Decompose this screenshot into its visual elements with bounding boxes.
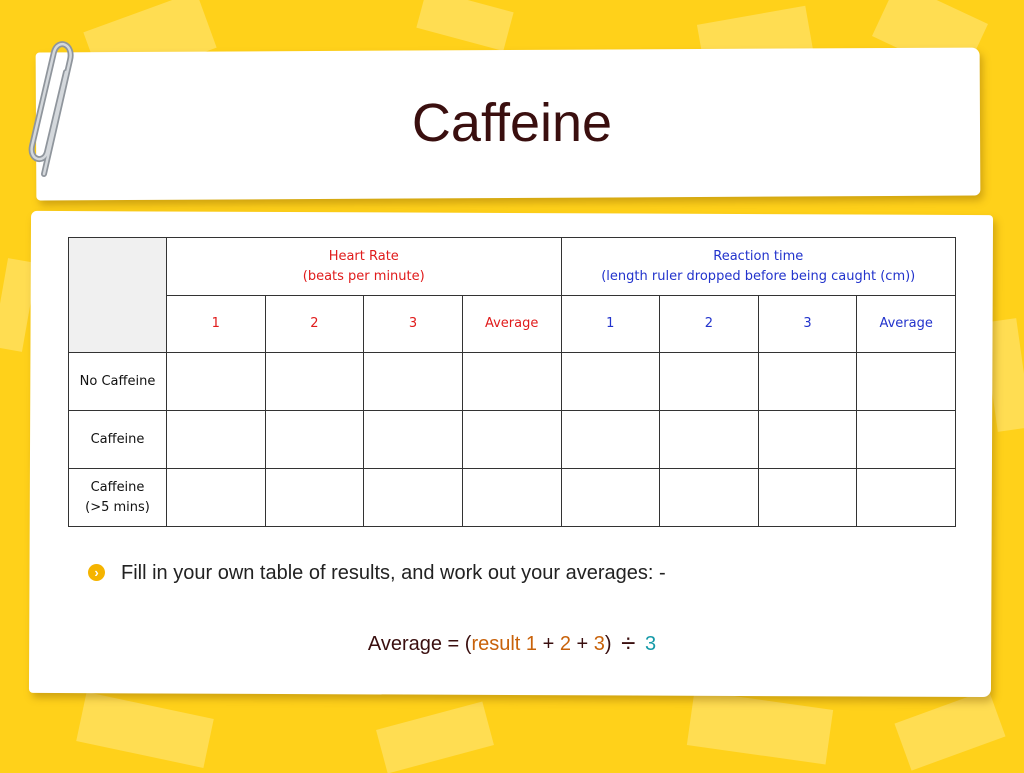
empty-cell[interactable]: [167, 353, 266, 411]
empty-cell[interactable]: [462, 469, 561, 527]
table-row: [69, 353, 956, 411]
empty-cell[interactable]: [660, 469, 759, 527]
formula-one: 1: [525, 633, 538, 655]
heart-rate-title: Heart Rate: [328, 248, 399, 264]
reaction-time-unit: (length ruler dropped before being caught (cm)): [601, 268, 916, 284]
empty-cell[interactable]: [265, 411, 364, 469]
bg-shape: [376, 702, 494, 773]
formula-three: 3: [593, 633, 605, 655]
formula-two: 2: [559, 633, 571, 655]
table-row: [69, 469, 956, 527]
formula-prefix: Average = (: [367, 633, 472, 655]
empty-cell[interactable]: [758, 469, 857, 527]
empty-cell[interactable]: [660, 411, 759, 469]
table-corner-cell: [69, 238, 167, 353]
empty-cell[interactable]: [857, 353, 956, 411]
empty-cell[interactable]: [364, 411, 463, 469]
instruction-text: Fill in your own table of results, and work out your averages: -: [121, 562, 666, 584]
trial-header: 1: [167, 296, 266, 353]
reaction-time-header: [561, 238, 956, 296]
empty-cell[interactable]: [758, 353, 857, 411]
average-header: Average: [857, 296, 956, 353]
empty-cell[interactable]: [462, 353, 561, 411]
empty-cell[interactable]: [265, 469, 364, 527]
empty-cell[interactable]: [265, 353, 364, 411]
heart-rate-unit: (beats per minute): [302, 268, 425, 284]
bg-shape: [894, 689, 1005, 770]
empty-cell[interactable]: [857, 411, 956, 469]
trial-header: 2: [265, 296, 364, 353]
empty-cell[interactable]: [561, 411, 660, 469]
bg-shape: [687, 691, 833, 765]
trial-header: 3: [364, 296, 463, 353]
bg-shape: [76, 692, 214, 768]
empty-cell[interactable]: [857, 469, 956, 527]
circle-arrow-bullet-icon: ›: [88, 564, 105, 581]
row-label: Caffeine: [69, 411, 167, 469]
empty-cell[interactable]: [364, 469, 463, 527]
empty-cell[interactable]: [462, 411, 561, 469]
formula-result-word: result: [471, 633, 521, 655]
average-formula: [0, 628, 1024, 659]
row-label: Caffeine (>5 mins): [69, 469, 167, 527]
heart-rate-header: [167, 238, 562, 296]
formula-divisor: 3: [645, 633, 657, 655]
trial-header: 3: [758, 296, 857, 353]
empty-cell[interactable]: [561, 353, 660, 411]
empty-cell[interactable]: [167, 469, 266, 527]
row-label: No Caffeine: [69, 353, 167, 411]
empty-cell[interactable]: [758, 411, 857, 469]
bg-shape: [416, 0, 513, 51]
formula-close: ): [604, 633, 612, 655]
empty-cell[interactable]: [364, 353, 463, 411]
table-row: [69, 411, 956, 469]
reaction-time-title: Reaction time: [713, 248, 804, 264]
empty-cell[interactable]: [561, 469, 660, 527]
trial-header: 1: [561, 296, 660, 353]
results-table: [68, 237, 956, 527]
average-header: Average: [462, 296, 561, 353]
empty-cell[interactable]: [167, 411, 266, 469]
formula-plus: +: [542, 633, 555, 655]
divide-icon: ÷: [621, 628, 636, 658]
slide-title: Caffeine: [411, 93, 613, 153]
empty-cell[interactable]: [660, 353, 759, 411]
formula-plus: +: [576, 633, 589, 655]
instruction-bullet: [88, 562, 666, 585]
trial-header: 2: [660, 296, 759, 353]
